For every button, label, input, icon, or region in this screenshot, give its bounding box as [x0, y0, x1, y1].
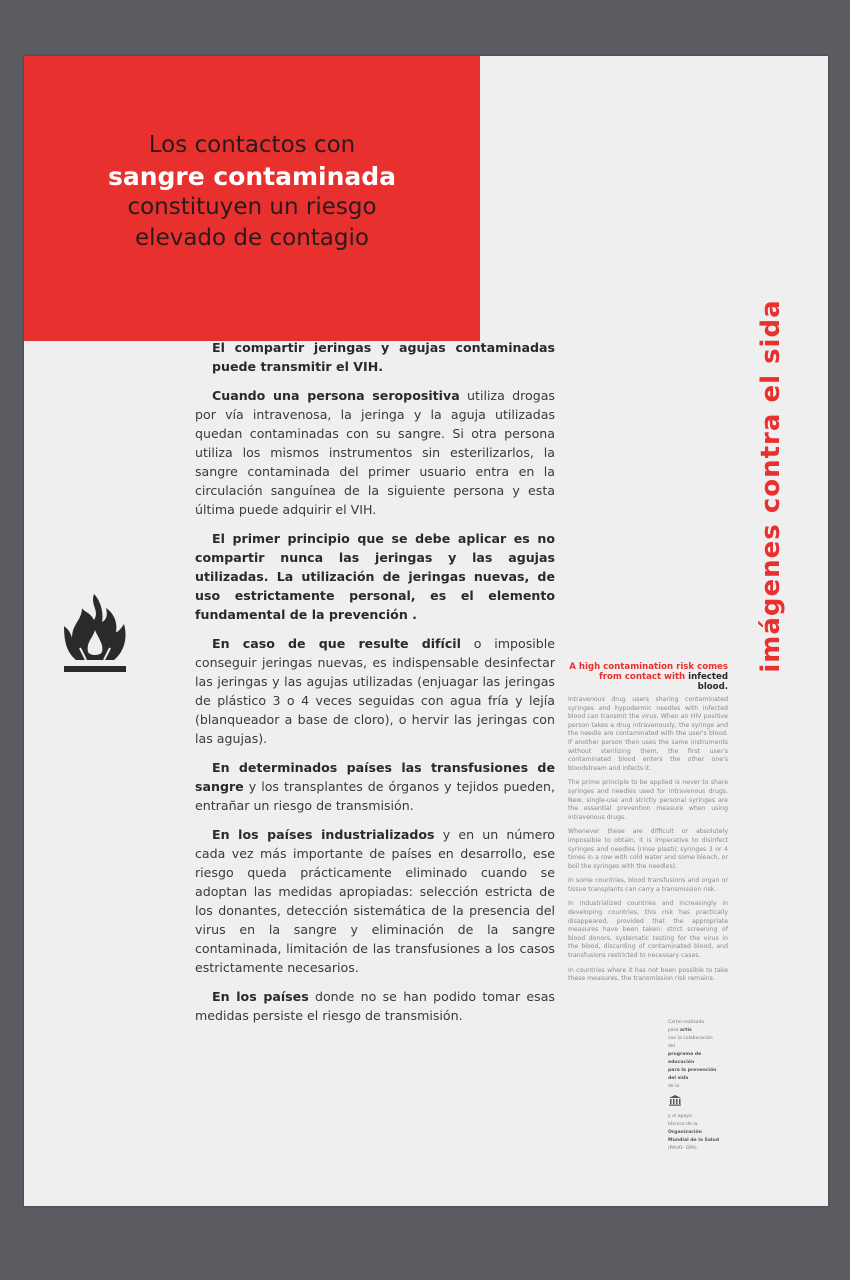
- credit-line: programa de: [668, 1052, 702, 1057]
- english-heading-red: A high contamination risk comes from contact with: [569, 662, 728, 682]
- paragraph-5: [195, 758, 555, 815]
- vertical-title-text: imágenes contra el sida: [756, 299, 786, 673]
- paragraph-1: [195, 338, 555, 376]
- paragraph-7-bold: En los países: [212, 989, 309, 1004]
- credit-line: Organización: [668, 1130, 702, 1135]
- credit-line: [668, 1027, 758, 1035]
- flame-icon: [60, 590, 130, 682]
- paragraph-7: [195, 987, 555, 1025]
- english-paragraph-6: In countries where it has not been possible to take these measures, the transmission risk remains.: [568, 966, 728, 983]
- credit-line: y el apoyo: [668, 1114, 692, 1119]
- poster: [24, 56, 828, 1206]
- credit-line: con la colaboración: [668, 1036, 713, 1041]
- credit-line: de la: [668, 1084, 680, 1089]
- paragraph-4-bold: En caso de que resulte difícil: [212, 636, 461, 651]
- headline-line-4: elevado de contagio: [135, 225, 369, 251]
- english-paragraph-2: The prime principle to be applied is never to share syringes and needles used for intravenous drugs. New, single-use and strictly personal syringes are the essential prevention measure when using intravenous drugs.: [568, 779, 728, 821]
- paragraph-6-bold: En los países industrializados: [212, 827, 435, 842]
- headline-block-tail: [24, 311, 192, 341]
- credit-line: del sida: [668, 1076, 689, 1081]
- credit-line: del: [668, 1044, 676, 1049]
- main-text-column: [195, 338, 555, 1035]
- paragraph-2-bold: Cuando una persona seropositiva: [212, 388, 460, 403]
- headline: [54, 130, 450, 254]
- credit-line: (PAHO- GPA): [668, 1146, 697, 1151]
- vertical-title: [746, 291, 796, 681]
- paragraph-2-text: utiliza drogas por vía intravenosa, la jeringa y la aguja utilizadas quedan contaminadas con su sangre. Si otra persona utiliza los mismos instrumentos sin esterilizarlos, la sangre contaminada del primer usuario entra en la circulación sanguínea de la siguiente persona y esta última puede adquirir el VIH.: [195, 388, 555, 517]
- english-text-column: [568, 662, 728, 990]
- paragraph-5-bold: En determinados países las transfusiones de sangre: [195, 760, 555, 794]
- english-heading: [568, 662, 728, 692]
- credit-line: educación: [668, 1060, 695, 1065]
- paragraph-3: [195, 529, 555, 624]
- credit-org: artis: [679, 1028, 692, 1033]
- english-paragraph-3: Whenever these are difficult or absolutely impossible to obtain, it is imperative to disinfect syringes and needles (rinse plastic syringes 3 or 4 times in a row with cold water and some bleach, or boil the syringes with the needles).: [568, 828, 728, 870]
- paragraph-3-bold: El primer principio que se debe aplicar es no compartir nunca las jeringas y las agujas utilizadas. La utilización de jeringas nuevas, de uso estrictamente personal, es el elemento fundamental de la prevención .: [195, 531, 555, 622]
- paragraph-7-text: donde no se han podido tomar esas medidas persiste el riesgo de transmisión.: [195, 989, 555, 1023]
- english-paragraph-4: In some countries, blood transfusions and organ or tissue transplants can carry a transmission risk.: [568, 877, 728, 893]
- paragraph-6: [195, 825, 555, 977]
- credit-line: Mundial de la Salud: [668, 1138, 720, 1143]
- paragraph-1-bold: El compartir jeringas y agujas contaminadas puede transmitir el VIH.: [212, 340, 555, 374]
- credit-line: técnico de la: [668, 1122, 698, 1127]
- credit-line: Cartel realizado: [668, 1020, 705, 1025]
- headline-line-3: constituyen un riesgo: [127, 194, 377, 220]
- english-paragraph-1: Intravenous drug users sharing contaminated syringes and hypodermic needles with infected blood can transmit the virus. When an HIV positive person takes a drug intravenously, the syringe and the needle are contaminated with the user's blood. If another person then uses the same instruments without sterilizing them, the first user's contaminated blood enters the other one's bloodstream and infects it.: [568, 696, 728, 772]
- headline-line-2: sangre contaminada: [107, 162, 397, 191]
- paragraph-4: [195, 634, 555, 748]
- credits: [668, 1019, 758, 1153]
- credit-line: para la prevención: [668, 1068, 717, 1073]
- english-paragraph-5: In industrialized countries and increasingly in developing countries, this risk has practically disappeared, provided that the appropriate measures have been taken: strict screening of blood donors, systematic testing for the virus in the blood, discarding of contaminated blood, and transfusions restricted to necessary cases.: [568, 900, 728, 960]
- paragraph-5-text: y los transplantes de órganos y tejidos pueden, entrañar un riesgo de transmisión.: [195, 779, 555, 813]
- credit-text: para: [668, 1028, 680, 1033]
- headline-line-1: Los contactos con: [148, 132, 356, 158]
- paragraph-4-text: o imposible conseguir jeringas nuevas, es indispensable desinfectar las jeringas y las agujas utilizadas (enjuagar las jeringas de plástico 3 o 4 veces seguidas con agua fría y lejía (blanqueador a base de cloro), o hervir las jeringas con las agujas).: [195, 636, 556, 746]
- english-heading-dark: infected blood.: [688, 672, 728, 692]
- paragraph-6-text: y en un número cada vez más importante de países en desarrollo, ese riesgo queda prácticamente eliminado cuando se adoptan las medidas apropiadas: selección estricta de los donantes, detección sistemática de la presencia del virus en la sangre y eliminación de la sangre contaminada, limitación de las transfusiones a los casos estrictamente necesarios.: [195, 827, 555, 975]
- paragraph-2: [195, 386, 555, 519]
- unesco-logo-icon: [668, 1094, 682, 1106]
